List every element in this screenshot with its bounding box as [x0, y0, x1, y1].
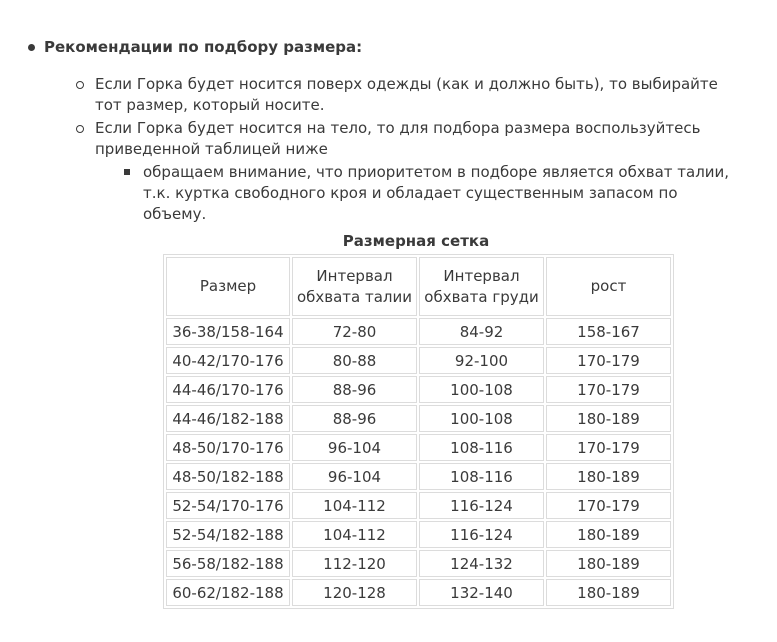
table-row [166, 405, 671, 432]
cell-height: 170-179 [546, 492, 671, 519]
cell-waist: 96-104 [292, 434, 417, 461]
table-row [166, 434, 671, 461]
cell-height: 180-189 [546, 579, 671, 606]
cell-chest: 132-140 [419, 579, 544, 606]
cell-size: 44-46/170-176 [166, 376, 290, 403]
cell-height: 170-179 [546, 434, 671, 461]
cell-waist: 112-120 [292, 550, 417, 577]
table-row [166, 463, 671, 490]
size-table [163, 254, 674, 609]
disc-bullet-icon [28, 44, 35, 51]
cell-chest: 116-124 [419, 492, 544, 519]
circle-bullet-icon [76, 125, 84, 133]
cell-size: 56-58/182-188 [166, 550, 290, 577]
cell-waist: 80-88 [292, 347, 417, 374]
cell-waist: 88-96 [292, 376, 417, 403]
cell-size: 48-50/182-188 [166, 463, 290, 490]
header-chest: Интервал обхвата груди [419, 257, 544, 316]
cell-chest: 124-132 [419, 550, 544, 577]
cell-chest: 116-124 [419, 521, 544, 548]
recommendation-text: Если Горка будет носится поверх одежды (как и должно быть), то выбирайте тот размер, который носите. [95, 75, 718, 114]
cell-height: 170-179 [546, 376, 671, 403]
cell-height: 180-189 [546, 521, 671, 548]
table-row [166, 521, 671, 548]
recommendations-heading: Рекомендации по подбору размера: [44, 38, 363, 56]
cell-size: 36-38/158-164 [166, 318, 290, 345]
cell-waist: 120-128 [292, 579, 417, 606]
cell-chest: 100-108 [419, 405, 544, 432]
cell-waist: 96-104 [292, 463, 417, 490]
table-row [166, 550, 671, 577]
cell-size: 52-54/170-176 [166, 492, 290, 519]
cell-height: 180-189 [546, 405, 671, 432]
table-caption: Размерная сетка [342, 232, 490, 250]
header-size: Размер [166, 257, 290, 316]
cell-waist: 88-96 [292, 405, 417, 432]
header-waist: Интервал обхвата талии [292, 257, 417, 316]
table-row [166, 579, 671, 606]
cell-size: 44-46/182-188 [166, 405, 290, 432]
note-text: обращаем внимание, что приоритетом в подборе является обхват талии, т.к. куртка свободного кроя и обладает существенным запасом по объему. [143, 163, 730, 223]
cell-height: 180-189 [546, 550, 671, 577]
circle-bullet-icon [76, 81, 84, 89]
cell-size: 60-62/182-188 [166, 579, 290, 606]
header-height: рост [546, 257, 671, 316]
table-row [166, 318, 671, 345]
cell-size: 40-42/170-176 [166, 347, 290, 374]
cell-chest: 84-92 [419, 318, 544, 345]
table-row [166, 347, 671, 374]
square-bullet-icon [124, 169, 130, 175]
cell-size: 48-50/170-176 [166, 434, 290, 461]
cell-height: 180-189 [546, 463, 671, 490]
table-row [166, 376, 671, 403]
cell-height: 170-179 [546, 347, 671, 374]
cell-chest: 100-108 [419, 376, 544, 403]
table-row [166, 492, 671, 519]
recommendation-text: Если Горка будет носится на тело, то для подбора размера воспользуйтесь приведенной таблицей ниже [95, 119, 701, 158]
cell-chest: 92-100 [419, 347, 544, 374]
cell-waist: 72-80 [292, 318, 417, 345]
cell-waist: 104-112 [292, 492, 417, 519]
cell-chest: 108-116 [419, 463, 544, 490]
table-header-row [166, 257, 671, 316]
cell-height: 158-167 [546, 318, 671, 345]
cell-size: 52-54/182-188 [166, 521, 290, 548]
cell-waist: 104-112 [292, 521, 417, 548]
cell-chest: 108-116 [419, 434, 544, 461]
